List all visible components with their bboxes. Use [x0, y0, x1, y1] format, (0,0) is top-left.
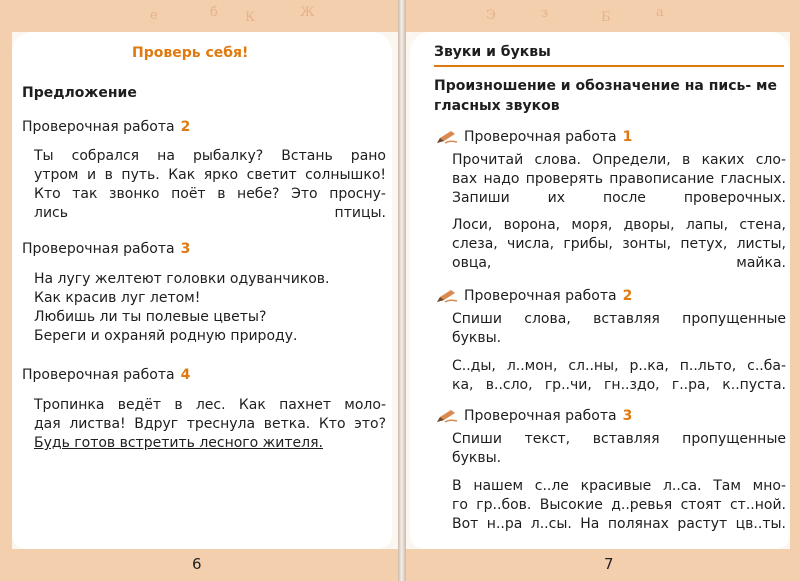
work-heading	[22, 241, 190, 257]
topic-title: Произношение и обозначение на пись- ме гласных звуков	[434, 78, 777, 114]
decor-letter: б	[210, 5, 218, 20]
check-yourself-title: Проверь себя!	[132, 45, 249, 61]
work-text: Тропинка ведёт в лес. Как пахнет моло- дая листва! Вдруг треснула ветка. Кто это?	[34, 397, 386, 432]
decor-letter: Ж	[300, 5, 315, 20]
pencil-icon	[436, 289, 458, 303]
work-label: Проверочная работа	[22, 367, 175, 383]
word-list: В нашем с..ле красивые л..са. Там мно- го гр..бов. Высокие д..ревья стоят ст..ной. Вот н..ра л..сы. На полянах растут цв..ты.	[452, 478, 786, 532]
work-label: Проверочная работа	[22, 241, 175, 257]
work-number: 3	[622, 408, 633, 424]
work-task: Спиши слова, вставляя пропущенные буквы.	[452, 311, 786, 346]
book-gutter	[398, 0, 406, 581]
work-text: На лугу желтеют головки одуванчиков. Как красив луг летом! Любишь ли ты полевые цветы? Береги и охраняй родную природу.	[34, 271, 330, 344]
word-list: Лоси, ворона, моря, дворы, лапы, стена, слеза, числа, грибы, зонты, петух, листы, овца, майка.	[452, 217, 786, 271]
work-heading	[22, 367, 190, 383]
decor-letter: Б	[601, 10, 611, 25]
work-task: Спиши текст, вставляя пропущенные буквы.	[452, 431, 786, 466]
work-label: Проверочная работа	[464, 408, 617, 424]
decor-letter: Э	[486, 8, 496, 23]
page-number: 7	[604, 555, 614, 573]
decor-letter: з	[541, 6, 549, 21]
page-number: 6	[192, 555, 202, 573]
section-title: Предложение	[22, 85, 137, 101]
work-number: 2	[622, 288, 633, 304]
work-number: 4	[180, 367, 191, 383]
work-heading	[436, 408, 632, 424]
decor-letter: а	[656, 5, 664, 20]
decor-letter: К	[245, 10, 256, 25]
work-text: Ты собрался на рыбалку? Встань рано утром и в путь. Как ярко светит солнышко! Кто так звонко поёт в небе? Это просну- лись птицы.	[34, 148, 386, 221]
top-decor-band	[0, 0, 398, 32]
pencil-icon	[436, 409, 458, 423]
work-number: 2	[180, 119, 191, 135]
work-label: Проверочная работа	[464, 129, 617, 145]
work-heading	[436, 129, 632, 145]
side-decor-band	[0, 0, 12, 581]
work-heading	[436, 288, 632, 304]
work-label: Проверочная работа	[464, 288, 617, 304]
work-text-underlined: Будь готов встретить лесного жителя.	[34, 435, 323, 451]
work-heading	[22, 119, 190, 135]
work-task: Прочитай слова. Определи, в каких сло- вах надо проверять правописание гласных. Запиши их после проверочных.	[452, 152, 786, 206]
side-decor-band	[790, 0, 800, 581]
bottom-decor-band	[406, 549, 800, 581]
word-list: С..ды, л..мон, сл..ны, р..ка, п..льто, с..ба- ка, в..сло, гр..чи, гн..здо, г..ра, к..пуста.	[452, 358, 786, 393]
pencil-icon	[436, 130, 458, 144]
work-number: 3	[180, 241, 191, 257]
header-rule	[434, 65, 784, 67]
work-label: Проверочная работа	[22, 119, 175, 135]
decor-letter: е	[150, 8, 158, 23]
chapter-header: Звуки и буквы	[434, 44, 551, 60]
work-number: 1	[622, 129, 633, 145]
